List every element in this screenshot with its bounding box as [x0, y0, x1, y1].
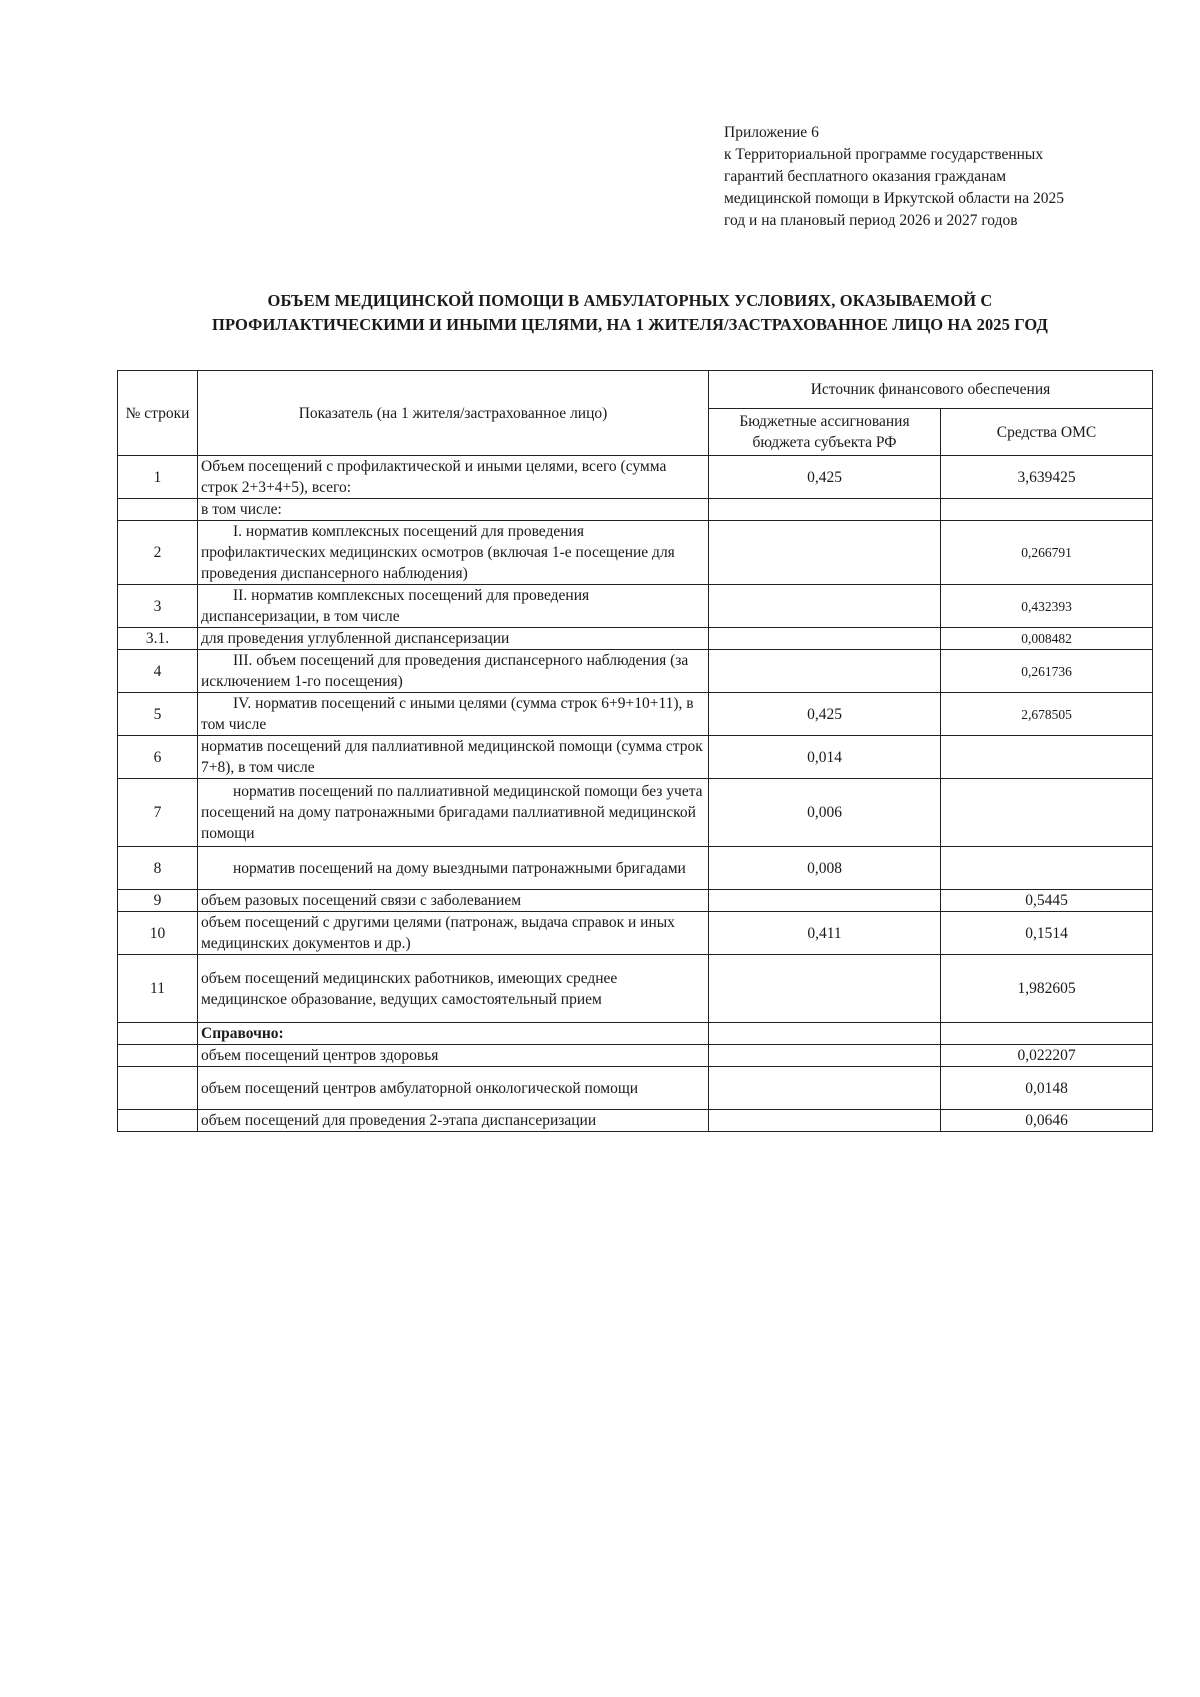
row-budget — [709, 650, 941, 693]
table-row — [118, 736, 1153, 779]
row-oms: 0,022207 — [941, 1045, 1153, 1067]
row-indicator: I. норматив комплексных посещений для проведения профилактических медицинских осмотров (включая 1-е посещение для проведения диспансерного наблюдения) — [198, 521, 709, 585]
table-row — [118, 1023, 1153, 1045]
row-number: 6 — [118, 736, 198, 779]
row-number — [118, 1110, 198, 1132]
row-budget — [709, 1110, 941, 1132]
row-number: 5 — [118, 693, 198, 736]
row-budget — [709, 585, 941, 628]
row-oms: 1,982605 — [941, 955, 1153, 1023]
row-indicator: III. объем посещений для проведения диспансерного наблюдения (за исключением 1-го посещения) — [198, 650, 709, 693]
row-indicator: IV. норматив посещений с иными целями (сумма строк 6+9+10+11), в том числе — [198, 693, 709, 736]
row-number: 9 — [118, 890, 198, 912]
row-budget — [709, 1045, 941, 1067]
row-indicator: норматив посещений по паллиативной медицинской помощи без учета посещений на дому патронажными бригадами паллиативной медицинской помощи — [198, 779, 709, 847]
table-row — [118, 650, 1153, 693]
header-row — [118, 371, 1153, 409]
row-number — [118, 1023, 198, 1045]
volume-table — [117, 370, 1153, 1132]
row-oms: 0,0646 — [941, 1110, 1153, 1132]
table-row — [118, 521, 1153, 585]
row-budget: 0,425 — [709, 456, 941, 499]
row-indicator: в том числе: — [198, 499, 709, 521]
row-oms: 0,261736 — [941, 650, 1153, 693]
table-row — [118, 1045, 1153, 1067]
row-budget: 0,425 — [709, 693, 941, 736]
row-budget — [709, 1023, 941, 1045]
row-oms: 3,639425 — [941, 456, 1153, 499]
table-row — [118, 847, 1153, 890]
header-oms: Средства ОМС — [941, 409, 1153, 456]
row-budget — [709, 499, 941, 521]
annex-line: год и на плановый период 2026 и 2027 годов — [724, 212, 1018, 229]
row-budget: 0,411 — [709, 912, 941, 955]
row-indicator: Справочно: — [198, 1023, 709, 1045]
row-number — [118, 1067, 198, 1110]
document-title — [110, 289, 1150, 337]
row-oms: 0,5445 — [941, 890, 1153, 912]
row-number — [118, 499, 198, 521]
row-number: 1 — [118, 456, 198, 499]
row-indicator: норматив посещений на дому выездными патронажными бригадами — [198, 847, 709, 890]
row-oms: 0,008482 — [941, 628, 1153, 650]
table-row — [118, 1067, 1153, 1110]
row-budget: 0,006 — [709, 779, 941, 847]
row-budget: 0,008 — [709, 847, 941, 890]
annex-line: гарантий бесплатного оказания гражданам — [724, 168, 1007, 185]
row-budget — [709, 890, 941, 912]
row-oms — [941, 779, 1153, 847]
row-budget: 0,014 — [709, 736, 941, 779]
header-budget: Бюджетные ассигнования бюджета субъекта РФ — [709, 409, 941, 456]
annex-line: к Территориальной программе государственных — [724, 146, 1044, 163]
header-source: Источник финансового обеспечения — [709, 371, 1153, 409]
row-indicator: объем посещений центров здоровья — [198, 1045, 709, 1067]
row-oms: 0,1514 — [941, 912, 1153, 955]
table-row — [118, 585, 1153, 628]
annex-line: медицинской помощи в Иркутской области на 2025 — [724, 190, 1064, 207]
row-oms: 0,266791 — [941, 521, 1153, 585]
row-oms: 0,0148 — [941, 1067, 1153, 1110]
table-row — [118, 1110, 1153, 1132]
row-number — [118, 1045, 198, 1067]
row-number: 3.1. — [118, 628, 198, 650]
row-oms: 2,678505 — [941, 693, 1153, 736]
row-oms — [941, 847, 1153, 890]
row-number: 4 — [118, 650, 198, 693]
table-row — [118, 955, 1153, 1023]
annex-line: Приложение 6 — [724, 124, 819, 141]
row-indicator: для проведения углубленной диспансеризации — [198, 628, 709, 650]
table-row — [118, 628, 1153, 650]
row-oms — [941, 499, 1153, 521]
table-row — [118, 693, 1153, 736]
row-oms — [941, 1023, 1153, 1045]
row-number: 7 — [118, 779, 198, 847]
row-indicator: объем посещений с другими целями (патронаж, выдача справок и иных медицинских документов и др.) — [198, 912, 709, 955]
title-line: ОБЪЕМ МЕДИЦИНСКОЙ ПОМОЩИ В АМБУЛАТОРНЫХ УСЛОВИЯХ, ОКАЗЫВАЕМОЙ С — [267, 291, 993, 310]
annex-note — [724, 122, 1164, 232]
row-budget — [709, 955, 941, 1023]
row-indicator: II. норматив комплексных посещений для проведения диспансеризации, в том числе — [198, 585, 709, 628]
row-number: 3 — [118, 585, 198, 628]
row-budget — [709, 628, 941, 650]
row-number: 11 — [118, 955, 198, 1023]
table-row — [118, 912, 1153, 955]
row-number: 10 — [118, 912, 198, 955]
table-row — [118, 456, 1153, 499]
row-budget — [709, 521, 941, 585]
row-number: 8 — [118, 847, 198, 890]
table-row — [118, 890, 1153, 912]
row-indicator: объем разовых посещений связи с заболеванием — [198, 890, 709, 912]
title-line: ПРОФИЛАКТИЧЕСКИМИ И ИНЫМИ ЦЕЛЯМИ, НА 1 ЖИТЕЛЯ/ЗАСТРАХОВАННОЕ ЛИЦО НА 2025 ГОД — [212, 315, 1048, 334]
row-number: 2 — [118, 521, 198, 585]
row-indicator: норматив посещений для паллиативной медицинской помощи (сумма строк 7+8), в том числе — [198, 736, 709, 779]
header-indicator: Показатель (на 1 жителя/застрахованное лицо) — [198, 371, 709, 456]
row-indicator: объем посещений для проведения 2-этапа диспансеризации — [198, 1110, 709, 1132]
table-row — [118, 499, 1153, 521]
row-budget — [709, 1067, 941, 1110]
header-row-no: № строки — [118, 371, 198, 456]
row-oms — [941, 736, 1153, 779]
row-indicator: объем посещений центров амбулаторной онкологической помощи — [198, 1067, 709, 1110]
row-oms: 0,432393 — [941, 585, 1153, 628]
table-row — [118, 779, 1153, 847]
row-indicator: Объем посещений с профилактической и иными целями, всего (сумма строк 2+3+4+5), всего: — [198, 456, 709, 499]
row-indicator: объем посещений медицинских работников, имеющих среднее медицинское образование, ведущих самостоятельный прием — [198, 955, 709, 1023]
